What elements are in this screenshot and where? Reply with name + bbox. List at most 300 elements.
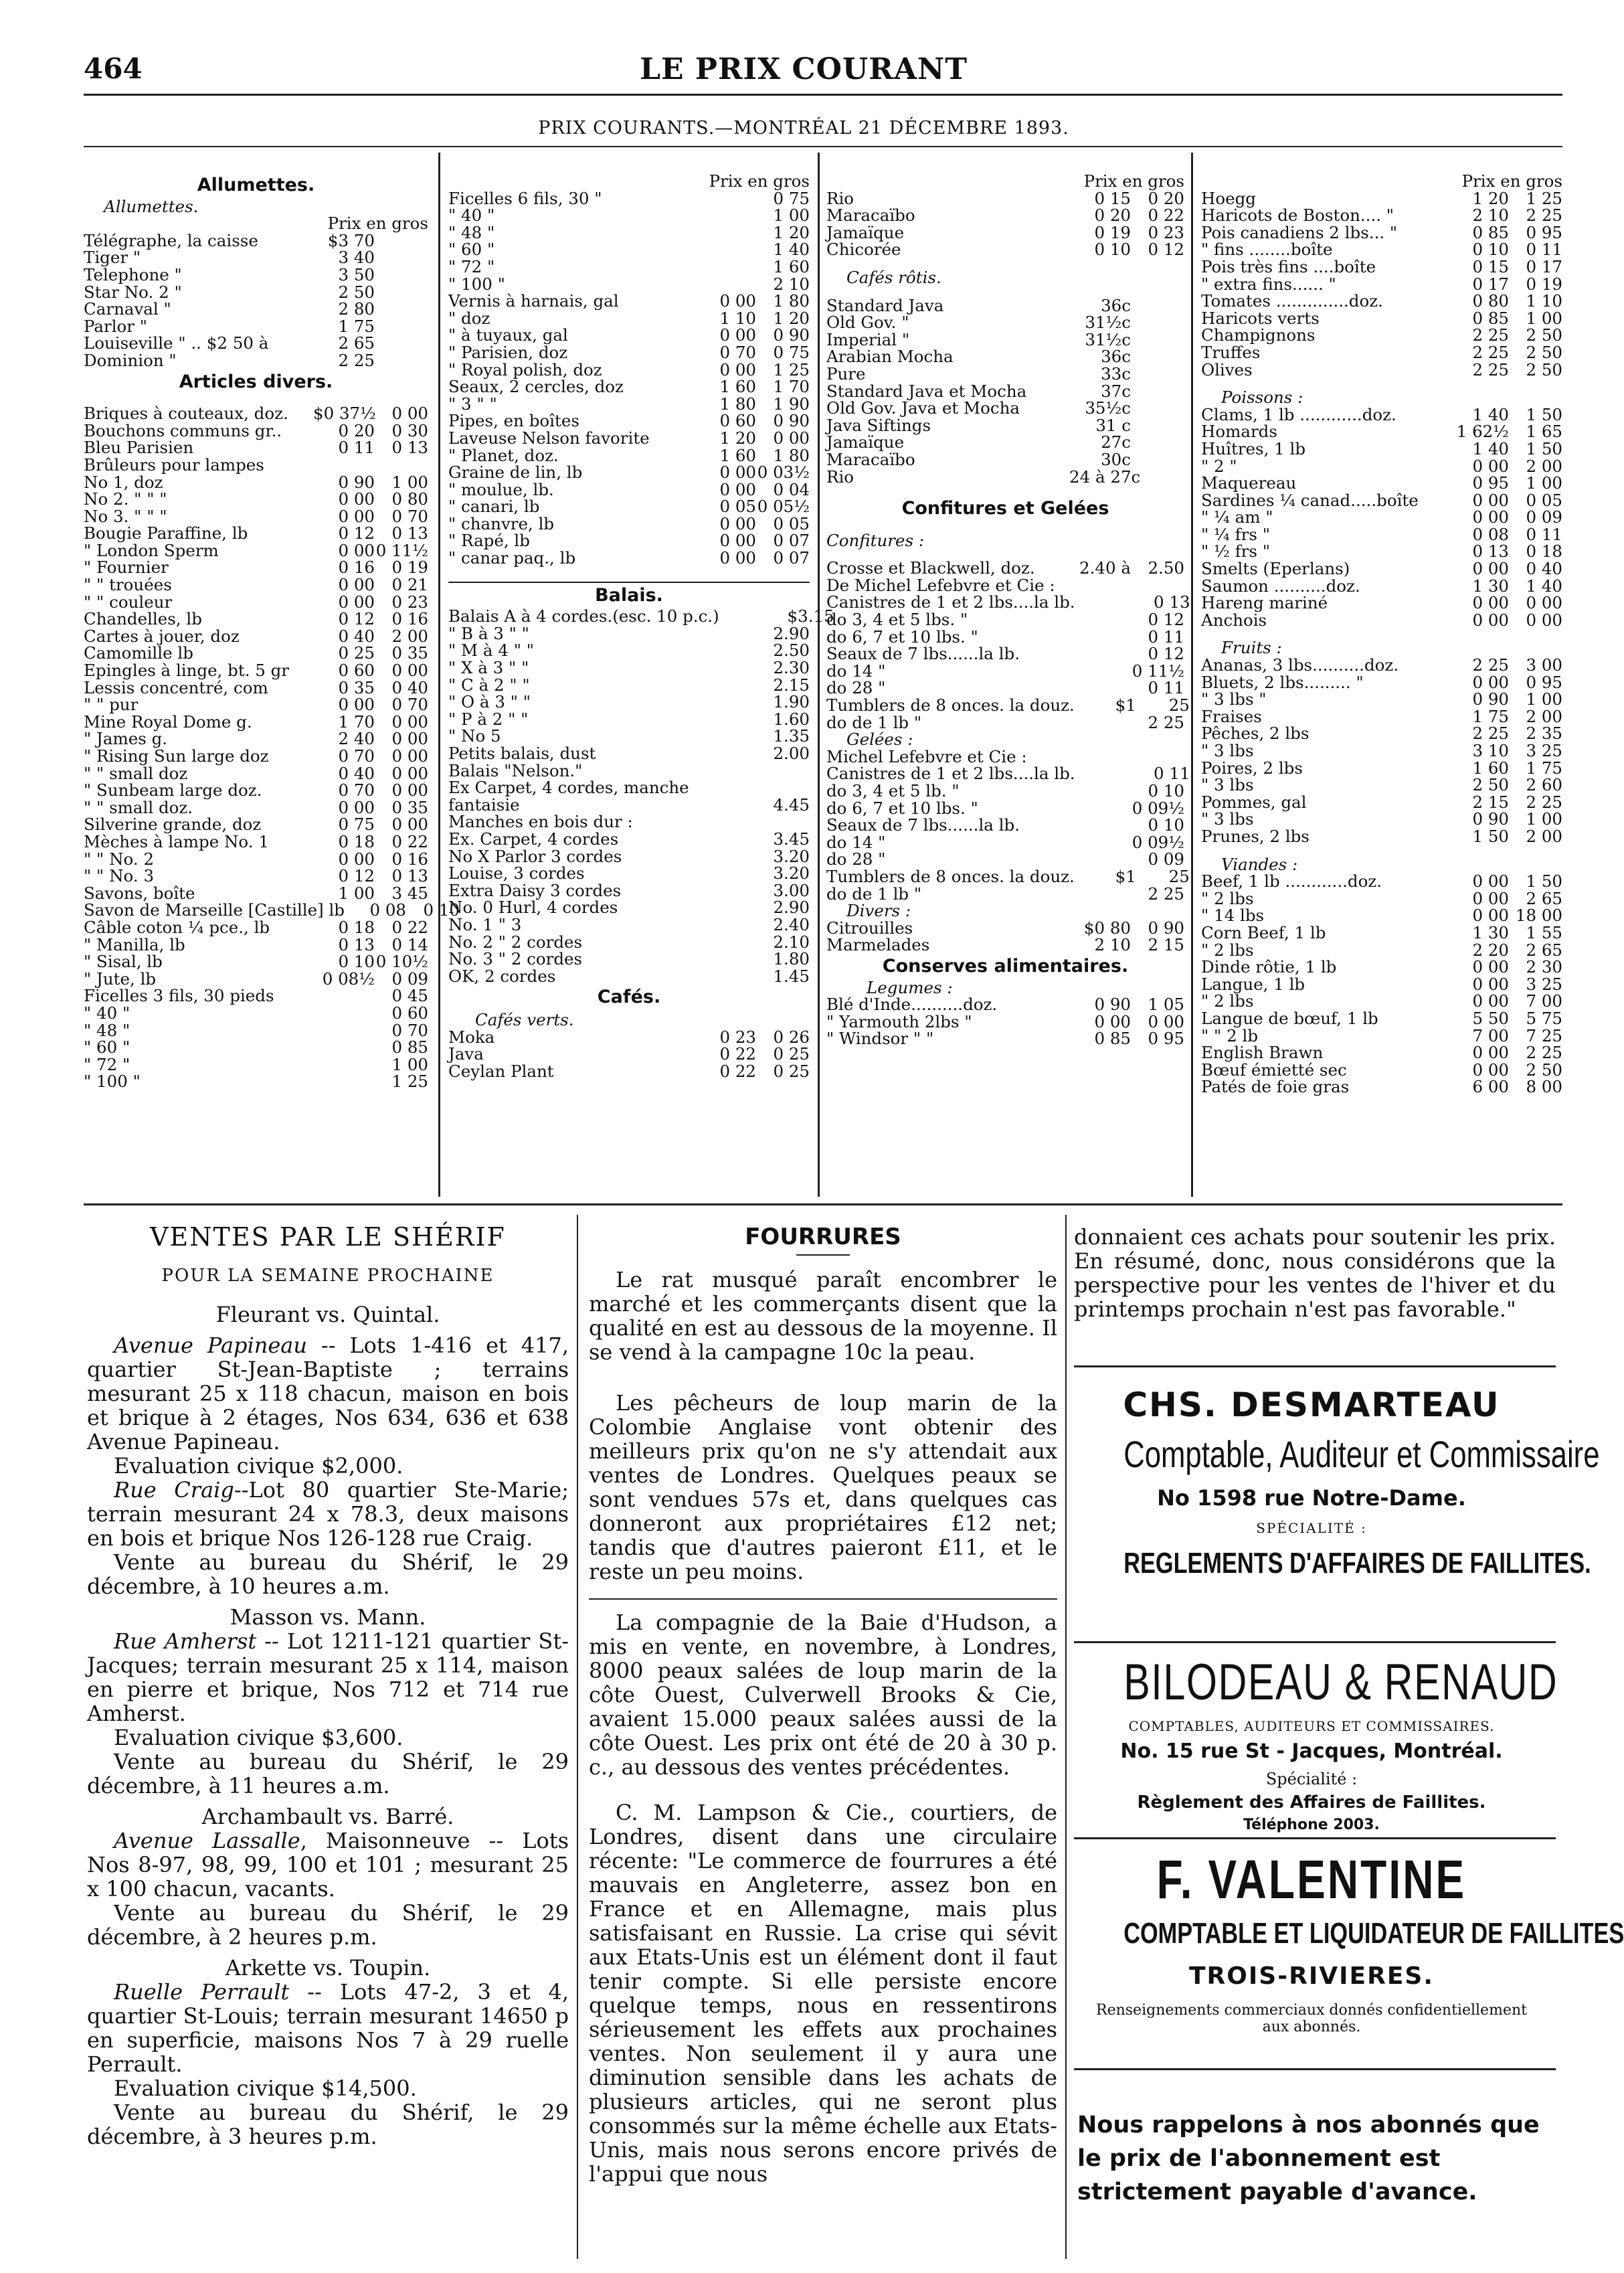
price-low [695, 779, 756, 796]
item-name: Old Gov. " [826, 313, 909, 333]
price-rows [448, 190, 810, 567]
subscription-notice [1071, 2108, 1559, 2209]
item-name: Pommes, gal [1201, 792, 1307, 812]
price-low: 2 15 [1472, 792, 1509, 812]
price-row [1201, 907, 1562, 924]
item-name: Chandelles, lb [84, 609, 202, 629]
price-row [448, 813, 810, 831]
item-name: do 14 " [826, 832, 886, 852]
price-low [695, 916, 756, 934]
price-row [826, 314, 1184, 331]
price-low: 0 00 [338, 489, 375, 509]
price-low: 0 15 [1094, 188, 1131, 208]
price-row [84, 266, 428, 284]
price-low: 2 20 [1472, 940, 1509, 960]
price-high: 0 09 [391, 969, 428, 989]
price-row [448, 430, 810, 447]
price-high: 2 60 [1526, 775, 1562, 795]
item-name: De Michel Lefebvre et Cie : [826, 575, 1055, 595]
price-row [826, 695, 1190, 715]
case-heading: Arkette vs. Toupin. [225, 1955, 431, 1981]
price-row [448, 950, 810, 968]
item-name: Savons, boîte [84, 883, 195, 903]
price-row [448, 882, 810, 900]
price-row [1201, 594, 1562, 612]
price-row [1201, 190, 1562, 207]
price-row [826, 883, 1184, 904]
item-name: Pure [826, 363, 866, 384]
price-low: 33c [1101, 363, 1131, 384]
price-low [313, 1073, 375, 1090]
price-row [826, 331, 1184, 349]
price-low: 6 00 [1472, 1077, 1509, 1097]
item-name: Langue de bœuf, 1 lb [1201, 1008, 1378, 1028]
item-name: do 14 " [826, 661, 886, 681]
price-row [448, 310, 810, 327]
item-name: " " No. 2 [84, 849, 155, 869]
price-row [448, 916, 810, 934]
ad-line: Règlement des Affaires de Faillites. [1137, 1792, 1486, 1813]
price-low [1069, 851, 1131, 868]
price-low: 1 10 [719, 308, 756, 328]
price-high: 2 15 [1148, 935, 1184, 955]
item-name: Tiger " [84, 248, 141, 268]
price-high: 1.90 [773, 692, 810, 712]
item-name: Tumblers de 8 onces. la douz. [826, 695, 1075, 715]
price-low [695, 762, 756, 780]
price-row [448, 625, 810, 643]
ad-telephone: Téléphone 2003. [1243, 1817, 1380, 1833]
price-low: 0 00 [1472, 672, 1509, 692]
price-high [375, 266, 428, 284]
price-high: 0 09½ [1132, 798, 1184, 818]
price-row [84, 474, 428, 491]
price-high: 0 11 [1526, 524, 1562, 544]
price-low: 0 95 [1472, 473, 1509, 493]
item-name: Seaux de 7 lbs......la lb. [826, 644, 1020, 664]
item-name: " " couleur [84, 592, 173, 612]
price-rows [1201, 873, 1562, 1096]
item-name: " à tuyaux, gal [448, 325, 568, 345]
price-high: 1 75 [1526, 758, 1562, 778]
price-rows [826, 190, 1184, 258]
item-name: Telephone " [84, 264, 182, 284]
item-name: " 2 lbs [1201, 940, 1254, 960]
price-row [448, 241, 810, 258]
price-row [84, 422, 428, 440]
price-low: 27c [1101, 432, 1131, 452]
item-name: Marmelades [826, 935, 930, 955]
section-subtitle: Legumes : [867, 977, 953, 997]
price-low: 1 40 [1472, 438, 1509, 458]
price-high: 4.45 [773, 794, 810, 815]
price-head: Prix en gros [709, 171, 810, 191]
price-low: 0 22 [719, 1044, 756, 1064]
price-row [448, 361, 810, 379]
price-low: 0 12 [338, 609, 375, 629]
price-row [1201, 776, 1562, 794]
item-name: Laveuse Nelson favorite [448, 428, 650, 448]
price-column-2 [448, 171, 834, 1081]
price-low: 2 40 [338, 729, 375, 749]
price-row [826, 611, 1184, 628]
price-high: 0 10 [1148, 815, 1184, 835]
price-low: 0 90 [1472, 689, 1509, 709]
price-row [1201, 976, 1562, 993]
price-rows [826, 558, 1190, 732]
price-low: 0 05 [719, 497, 756, 517]
price-rows [448, 1029, 810, 1080]
price-low: 30c [1101, 449, 1131, 469]
price-row [84, 456, 428, 474]
price-low: 0 00 [719, 291, 756, 311]
price-low: 5 50 [1472, 1008, 1509, 1028]
case-heading: Fleurant vs. Quintal. [215, 1302, 440, 1327]
price-high: 2 25 [1526, 1043, 1562, 1063]
price-high: 1 80 [773, 445, 810, 465]
price-high: 0 11 [1148, 626, 1184, 647]
item-name: No. 1 " 3 [448, 914, 522, 934]
price-high: 1 00 [1526, 689, 1562, 709]
price-low: 0 13 [338, 934, 375, 954]
price-row [1201, 423, 1562, 440]
price-high: 0 00 [391, 763, 428, 783]
item-name: Arabian Mocha [826, 347, 954, 367]
price-high [756, 813, 810, 831]
price-high: 0 19 [1526, 274, 1562, 294]
item-name: " 100 " [448, 274, 505, 294]
item-name: Seaux de 7 lbs......la lb. [826, 815, 1020, 835]
price-high: 0 95 [1526, 672, 1562, 692]
price-low: 0 13 [1472, 541, 1509, 562]
price-low: 0 00 [1472, 888, 1509, 908]
price-high: 0 80 [391, 489, 428, 509]
item-name: OK, 2 cordes [448, 966, 556, 986]
item-name: Hoegg [1201, 188, 1256, 208]
section-title-confitures: Confitures et Gelées [901, 498, 1109, 519]
price-low [695, 882, 756, 900]
price-high: 2 00 [391, 626, 428, 646]
price-row [448, 532, 810, 550]
item-name: Pois très fins ....boîte [1201, 256, 1376, 276]
item-name: Parlor " [84, 316, 148, 336]
price-row [84, 1056, 428, 1074]
price-low [695, 224, 756, 242]
item-name: Tumblers de 8 onces. la douz. [826, 866, 1075, 886]
price-high: 3.20 [773, 863, 810, 883]
item-name: Maracaïbo [826, 205, 915, 226]
ad-rule [1074, 2068, 1556, 2070]
price-row [448, 745, 810, 762]
price-high: 2 65 [1526, 940, 1562, 960]
price-row [84, 405, 428, 422]
price-low [1069, 817, 1131, 834]
price-low: 1 50 [1472, 826, 1509, 846]
price-high [1131, 314, 1184, 331]
price-high: 2 00 [1526, 456, 1562, 476]
price-row [84, 833, 428, 851]
price-low: 0 00 [1472, 957, 1509, 977]
price-row [84, 439, 428, 456]
price-row [448, 190, 810, 207]
price-row [448, 481, 810, 499]
item-name: Tomates ..............doz. [1201, 291, 1383, 311]
ad-rule [1074, 1365, 1556, 1367]
price-row [826, 679, 1184, 697]
price-high: 0 00 [391, 404, 428, 424]
price-row [1201, 276, 1562, 293]
fourrures-column [589, 1225, 1057, 2186]
price-row [84, 816, 428, 833]
price-row [1201, 361, 1562, 379]
item-name: Truffes [1201, 342, 1261, 362]
price-row [448, 642, 810, 659]
price-high: 0 25 [773, 1061, 810, 1081]
price-low: 0 22 [719, 1061, 756, 1081]
price-row [826, 834, 1184, 851]
price-row [826, 207, 1184, 224]
price-low: $1 [1115, 695, 1136, 715]
price-high: 2.90 [773, 898, 810, 918]
item-name: Mèches à lampe No. 1 [84, 831, 269, 851]
item-name: " ¼ am " [1201, 507, 1273, 527]
column-divider [1065, 1215, 1067, 2259]
price-row [84, 249, 428, 266]
ad-name: CHS. DESMARTEAU [1123, 1385, 1500, 1424]
price-low: $0 80 [1083, 918, 1131, 938]
price-high [1131, 748, 1184, 766]
price-low [695, 813, 756, 831]
price-row [84, 987, 428, 1005]
price-low: 0 00 [338, 797, 375, 817]
price-row [826, 383, 1184, 400]
price-row [448, 693, 810, 711]
price-row [84, 713, 428, 731]
item-name: Corn Beef, 1 lb [1201, 922, 1326, 942]
item-name: Champignons [1201, 325, 1316, 345]
price-row [84, 919, 428, 936]
item-name: " " pur [84, 695, 139, 715]
price-high: 0 13 [391, 438, 428, 458]
section-subtitle: Fruits : [1221, 638, 1282, 658]
price-row [1201, 440, 1562, 458]
item-name: Langue, 1 lb [1201, 974, 1305, 994]
price-low: 0 00 [1472, 490, 1509, 510]
price-row [1201, 691, 1562, 708]
price-low [719, 608, 781, 625]
continuation-column [1074, 1225, 1556, 1321]
price-low: 0 00 [1472, 507, 1509, 527]
column-divider [818, 153, 820, 1197]
price-low [695, 625, 756, 643]
item-name: Louiseville " .. $2 50 à [84, 333, 269, 353]
price-low: 2 65 [338, 333, 375, 353]
case-paragraph: Vente au bureau du Shérif, le 29 décembre, à 11 heures a.m. [87, 1749, 569, 1798]
price-low: 0 70 [719, 342, 756, 362]
price-high: 1 00 [391, 472, 428, 492]
item-name: Ceylan Plant [448, 1061, 554, 1081]
price-high: 3.20 [773, 846, 810, 866]
ad-name: F. VALENTINE [1156, 1849, 1467, 1910]
item-name: Savon de Marseille [Castille] lb [84, 900, 345, 920]
price-low: 2 25 [1472, 359, 1509, 380]
price-high: 1 90 [773, 394, 810, 414]
item-name: Jamaïque [826, 222, 905, 242]
price-row [448, 224, 810, 242]
item-name: No 3. " " " [84, 506, 167, 526]
price-rows [1201, 406, 1562, 629]
item-name: Bleu Parisien [84, 438, 194, 458]
price-high: 0 16 [391, 609, 428, 629]
item-name: " 60 " [84, 1037, 130, 1058]
section-title-allumettes: Allumettes. [197, 175, 315, 195]
price-high [1131, 577, 1184, 594]
price-low: 31½c [1085, 329, 1131, 349]
price-high: 0 13 [1154, 592, 1190, 612]
item-name: " 2 " [1201, 456, 1237, 476]
item-name: Clams, 1 lb ............doz. [1201, 404, 1396, 424]
price-row [826, 451, 1184, 469]
price-low [695, 796, 756, 814]
item-name: Crosse et Blackwell, doz. [826, 558, 1035, 578]
section-subtitle: Confitures : [826, 530, 925, 550]
price-high: 25 [1168, 866, 1190, 886]
price-low: 0 08½ [322, 969, 375, 989]
price-row [448, 396, 810, 413]
price-high [1131, 451, 1184, 469]
price-row [1201, 207, 1562, 224]
price-row [84, 318, 428, 335]
price-low: 1 75 [1472, 706, 1509, 726]
price-high: 0 07 [773, 531, 810, 551]
case-heading: Archambault vs. Barré. [201, 1804, 454, 1829]
item-name: " P à 2 " " [448, 709, 529, 729]
price-row [448, 728, 810, 745]
item-name: Smelts (Eperlans) [1201, 559, 1350, 579]
price-high: 1 65 [1526, 422, 1562, 442]
price-low: 35½c [1085, 398, 1131, 418]
price-high: 7 25 [1526, 1025, 1562, 1045]
ad-rule [1074, 1837, 1556, 1839]
price-low [695, 258, 756, 276]
item-name: Blé d'Inde..........doz. [826, 995, 998, 1015]
price-low: 2 25 [1472, 655, 1509, 675]
price-row [1201, 310, 1562, 327]
price-low: 0 90 [338, 472, 375, 492]
item-name: " " small doz [84, 763, 188, 783]
price-row [826, 592, 1190, 612]
item-name: Fraises [1201, 706, 1262, 726]
price-high: 1 55 [1526, 922, 1562, 942]
price-low: 0 10 [1094, 240, 1131, 260]
price-low: 1 60 [1472, 758, 1509, 778]
price-high: 0 45 [391, 986, 428, 1006]
price-row [84, 594, 428, 611]
price-row [448, 464, 810, 481]
section-subtitle: Cafés rôtis. [846, 267, 941, 287]
price-row [826, 224, 1184, 242]
price-low [695, 728, 756, 745]
item-name: Ex. Carpet, 4 cordes [448, 829, 619, 849]
price-high: 0 09 [1148, 849, 1184, 869]
price-high [1131, 297, 1184, 315]
item-name: " " No. 3 [84, 866, 155, 886]
price-low: 0 60 [719, 411, 756, 431]
price-low: 0 00 [1472, 906, 1509, 926]
price-row [448, 447, 810, 465]
price-high: 25 [1168, 695, 1190, 715]
item-name: Vernis à harnais, gal [448, 291, 619, 311]
price-high [1131, 348, 1184, 365]
price-high: 0 00 [1526, 610, 1562, 630]
price-row [826, 348, 1184, 365]
price-high: 0 18 [1526, 541, 1562, 562]
price-high: 1 60 [773, 256, 810, 276]
item-name: Rio [826, 467, 854, 487]
price-row [448, 292, 810, 310]
price-high: 0 70 [391, 1020, 428, 1040]
price-low: 0 70 [338, 780, 375, 801]
price-rows [84, 404, 460, 1092]
price-high: 1.45 [773, 966, 810, 986]
price-row [1201, 760, 1562, 777]
price-high: 1.60 [773, 709, 810, 729]
case-paragraph: Rue Craig--Lot 80 quartier Ste-Marie; terrain mesurant 24 x 78.3, deux maisons en bois et brique Nos 126-128 rue Craig. [87, 1477, 569, 1551]
price-row [1201, 224, 1562, 242]
price-low: 1 62½ [1456, 422, 1509, 442]
item-name: Bluets, 2 lbs......... " [1201, 672, 1364, 692]
price-high: 3.00 [773, 880, 810, 900]
item-name: Camomille lb [84, 643, 193, 663]
header-rule [84, 94, 1562, 96]
price-low: 0 23 [719, 1027, 756, 1047]
item-name: " Rapé, lb [448, 531, 530, 551]
price-high: 0 03½ [757, 462, 810, 483]
price-low [1069, 834, 1131, 851]
price-row [1201, 942, 1562, 959]
item-name: Ananas, 3 lbs..........doz. [1201, 655, 1399, 675]
price-low: 31 c [1095, 415, 1131, 435]
price-low: 0 00 [338, 592, 375, 612]
price-row [84, 301, 428, 318]
price-low [695, 207, 756, 224]
price-high: 0 90 [773, 411, 810, 431]
price-column-3 [826, 171, 1190, 1049]
item-name: " Parisien, doz [448, 342, 568, 362]
price-row [826, 748, 1184, 766]
price-high: 1 00 [1526, 473, 1562, 493]
price-low: 2 25 [338, 350, 375, 370]
item-name: Cartes à jouer, doz [84, 626, 240, 646]
price-high: 0 13 [391, 866, 428, 886]
price-high: 3 25 [1526, 741, 1562, 760]
price-high: 0 22 [1148, 205, 1184, 226]
price-low: 3 10 [1472, 741, 1509, 760]
price-high: 0 10 [423, 900, 460, 920]
price-low: 3 40 [338, 248, 375, 268]
price-row [1201, 1044, 1562, 1062]
price-low: 0 00 [1094, 1011, 1131, 1031]
subtitle-rule [84, 146, 1562, 147]
item-name: Bouchons communs gr.. [84, 420, 282, 440]
price-low: 0 00 [719, 548, 756, 568]
item-name: " Sisal, lb [84, 952, 163, 972]
price-high: 2.90 [773, 623, 810, 643]
price-low [695, 899, 756, 916]
price-row [1201, 742, 1562, 760]
item-name: Homards [1201, 422, 1277, 442]
item-name: Haricots verts [1201, 308, 1320, 328]
